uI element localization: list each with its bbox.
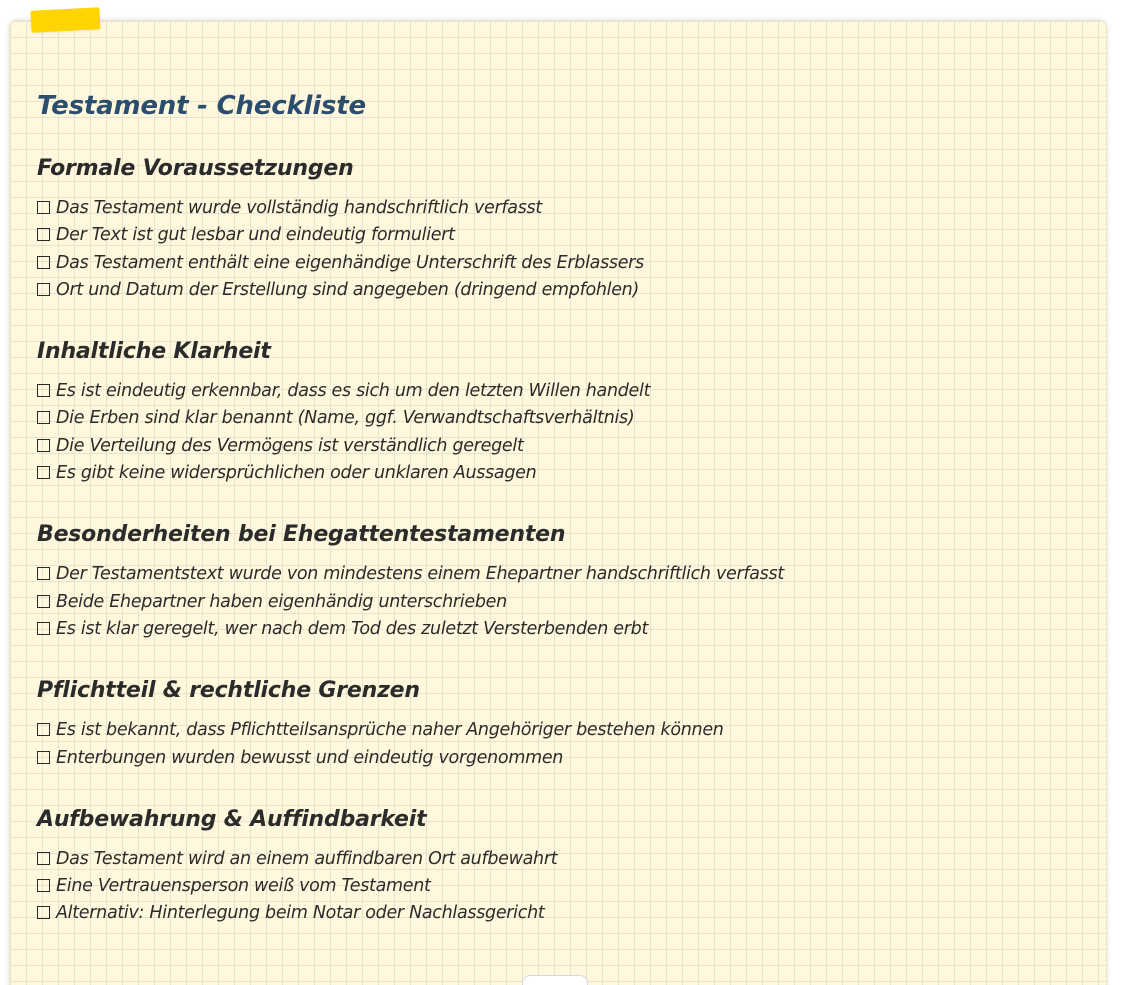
checklist-items (37, 378, 1087, 487)
checklist-item-label: Die Verteilung des Vermögens ist verständlich geregelt (56, 435, 524, 456)
checklist-item (37, 717, 1087, 744)
checkbox-icon[interactable] (37, 256, 50, 269)
checklist-item (37, 405, 1087, 432)
checklist-item-label: Enterbungen wurden bewusst und eindeutig vorgenommen (56, 747, 564, 768)
checklist-item (37, 433, 1087, 460)
checklist-card (9, 20, 1107, 985)
checklist-item-label: Es ist bekannt, dass Pflichtteilsansprüche naher Angehöriger bestehen können (56, 720, 724, 741)
checklist-items (37, 846, 1087, 928)
section-title: Formale Voraussetzungen (37, 156, 354, 181)
checkbox-icon[interactable] (37, 411, 50, 424)
checkbox-icon[interactable] (37, 906, 50, 919)
section-title: Aufbewahrung & Auffindbarkeit (37, 806, 427, 832)
checkbox-icon[interactable] (37, 466, 50, 479)
checklist-item-label: Es gibt keine widersprüchlichen oder unklaren Aussagen (56, 463, 537, 484)
tape-decoration (30, 7, 100, 33)
checklist-item (37, 589, 1087, 616)
checkbox-icon[interactable] (37, 439, 50, 452)
checklist-section (37, 517, 1087, 643)
checklist-item-label: Der Testamentstext wurde von mindestens einem Ehepartner handschriftlich verfasst (56, 564, 784, 585)
checklist-item-label: Das Testament wird an einem auffindbaren Ort aufbewahrt (56, 848, 558, 869)
checklist-items (37, 717, 1087, 772)
checklist-content (37, 81, 1087, 928)
checklist-item-label: Beide Ehepartner haben eigenhändig unterschrieben (56, 591, 507, 612)
checklist-item-label: Der Text ist gut lesbar und eindeutig formuliert (56, 225, 455, 246)
section-title: Inhaltliche Klarheit (37, 339, 271, 365)
checklist-item (37, 873, 1087, 900)
checklist-item-label: Das Testament enthält eine eigenhändige Unterschrift des Erblassers (56, 252, 644, 273)
checkbox-icon[interactable] (37, 622, 50, 635)
checkbox-icon[interactable] (37, 723, 50, 736)
checkbox-icon[interactable] (37, 567, 50, 580)
checklist-section (37, 802, 1087, 928)
checklist-item (37, 250, 1087, 277)
checkbox-icon[interactable] (37, 283, 50, 296)
checklist-item (37, 846, 1087, 873)
checklist-item-label: Es ist eindeutig erkennbar, dass es sich um den letzten Willen handelt (56, 381, 651, 402)
checklist-item (37, 222, 1087, 249)
sections-container (37, 151, 1087, 928)
bottom-tab[interactable] (522, 975, 588, 985)
section-title: Besonderheiten bei Ehegattentestamenten (37, 522, 566, 548)
checklist-item (37, 900, 1087, 927)
checklist-section (37, 151, 1087, 304)
checklist-item-label: Es ist klar geregelt, wer nach dem Tod des zuletzt Versterbenden erbt (56, 618, 649, 639)
checkbox-icon[interactable] (37, 852, 50, 865)
checklist-items (37, 561, 1087, 643)
checklist-section (37, 334, 1087, 487)
checklist-section (37, 673, 1087, 772)
checklist-item (37, 195, 1087, 222)
checkbox-icon[interactable] (37, 201, 50, 214)
section-title: Pflichtteil & rechtliche Grenzen (37, 678, 420, 704)
checklist-item-label: Die Erben sind klar benannt (Name, ggf. Verwandtschaftsverhältnis) (56, 408, 635, 429)
checklist-item-label: Ort und Datum der Erstellung sind angegeben (dringend empfohlen) (56, 279, 640, 300)
checkbox-icon[interactable] (37, 384, 50, 397)
checklist-item (37, 378, 1087, 405)
checklist-item (37, 561, 1087, 588)
checkbox-icon[interactable] (37, 595, 50, 608)
checklist-item-label: Eine Vertrauensperson weiß vom Testament (56, 876, 431, 897)
checklist-item-label: Das Testament wurde vollständig handschriftlich verfasst (56, 198, 542, 218)
checkbox-icon[interactable] (37, 879, 50, 892)
checklist-items (37, 195, 1087, 304)
checklist-item (37, 616, 1087, 643)
checkbox-icon[interactable] (37, 228, 50, 241)
page-title: Testament - Checkliste (37, 91, 366, 121)
checklist-item (37, 460, 1087, 487)
checklist-item-label: Alternativ: Hinterlegung beim Notar oder Nachlassgericht (56, 903, 545, 924)
checklist-item (37, 277, 1087, 304)
checkbox-icon[interactable] (37, 751, 50, 764)
checklist-item (37, 745, 1087, 772)
